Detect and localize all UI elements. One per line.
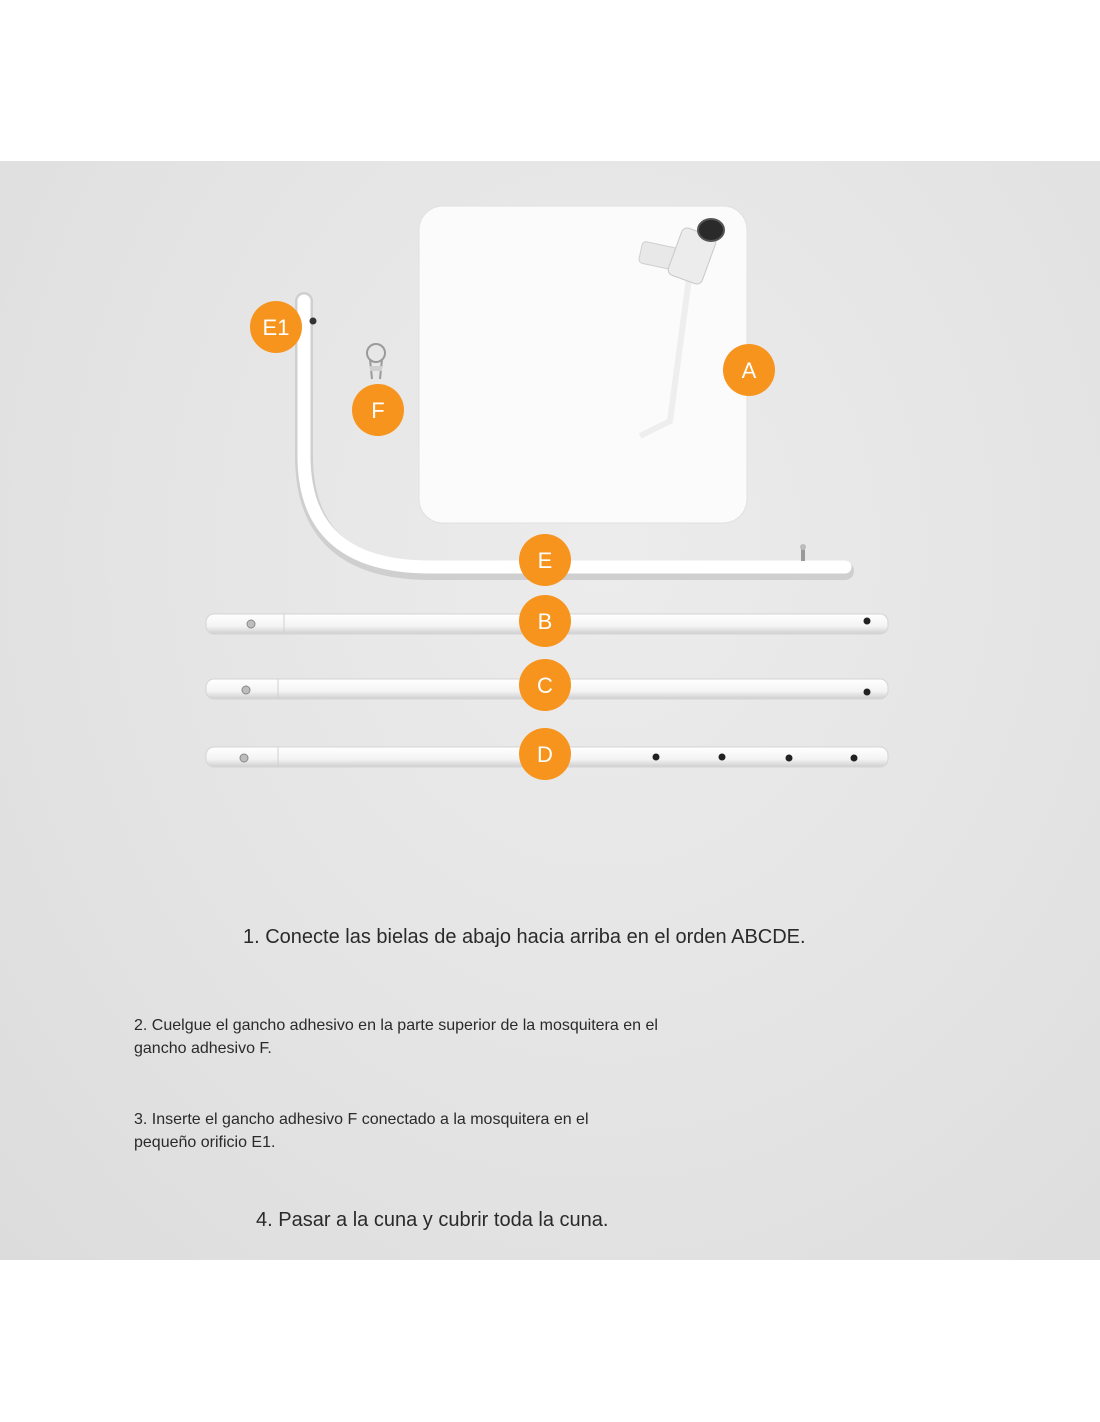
badge-a [723, 344, 775, 396]
instruction-step-2-line-2: gancho adhesivo F. [134, 1040, 272, 1057]
badge-c [519, 659, 571, 711]
instruction-step-3-line-1: 3. Inserte el gancho adhesivo F conectado a la mosquitera en el [134, 1111, 589, 1128]
label-d: D [537, 742, 553, 767]
part-f-hook [367, 344, 385, 379]
label-e: E [537, 548, 553, 573]
instruction-step-3 [134, 1108, 589, 1154]
label-b: B [537, 609, 553, 634]
label-c: C [537, 673, 553, 698]
badge-e1 [250, 301, 302, 353]
instruction-step-3-line-2: pequeño orificio E1. [134, 1134, 276, 1151]
instruction-panel [0, 161, 1100, 1260]
label-e1: E1 [262, 315, 290, 340]
label-f: F [371, 398, 385, 423]
instruction-step-1: 1. Conecte las bielas de abajo hacia arriba en el orden ABCDE. [243, 926, 806, 948]
label-a: A [741, 358, 757, 383]
e1-hole [310, 318, 317, 325]
instruction-step-2-line-1: 2. Cuelgue el gancho adhesivo en la parte superior de la mosquitera en el [134, 1017, 658, 1034]
badge-d [519, 728, 571, 780]
instruction-step-4: 4. Pasar a la cuna y cubrir toda la cuna. [256, 1209, 609, 1231]
part-a-clamp-plate [419, 206, 747, 523]
badge-b [519, 595, 571, 647]
instruction-step-2 [134, 1014, 658, 1060]
assembly-diagram [0, 161, 1100, 1260]
badge-f [352, 384, 404, 436]
badge-e [519, 534, 571, 586]
